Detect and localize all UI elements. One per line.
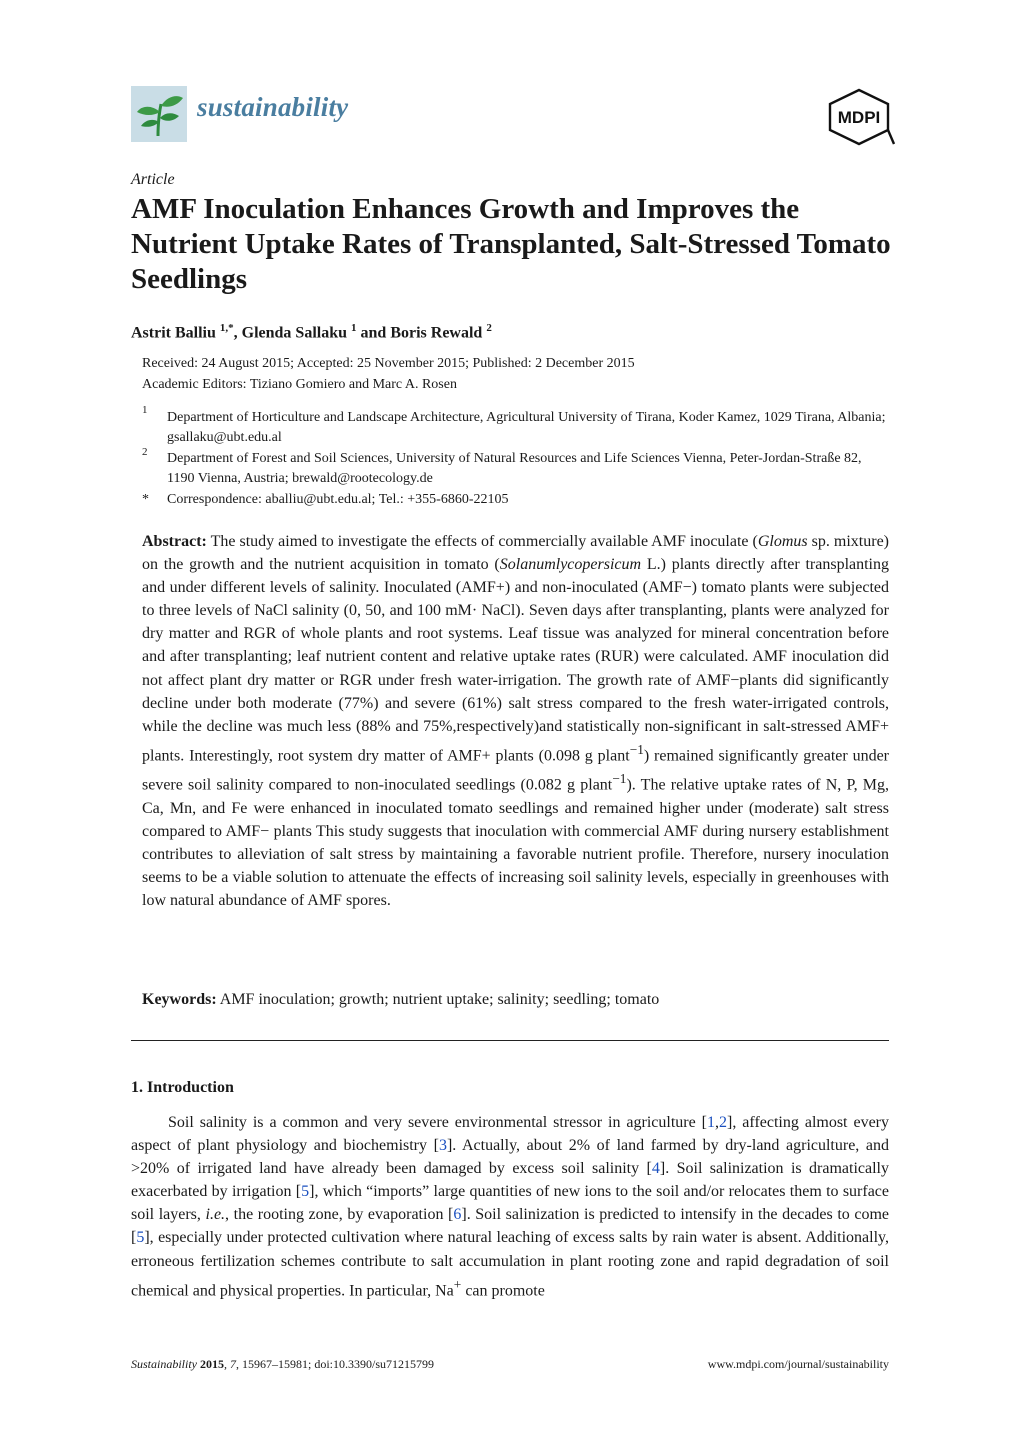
- author-affiliation-mark: 1,*: [219, 322, 234, 334]
- section-divider: [131, 1040, 889, 1041]
- author-name: Boris Rewald: [390, 324, 483, 342]
- mdpi-logo-icon: [822, 88, 896, 146]
- abstract-text: ) remained significantly greater under severe soil salinity compared to non-inoculated seedlings (0.082 g plant: [142, 747, 889, 794]
- body-text: ,: [715, 1114, 720, 1131]
- abstract-text: ). The relative uptake rates of N, P, Mg, Ca, Mn, and Fe were enhanced in inoculated tomato seedlings and remained higher under (moderate) salt stress compared to AMF− plants This study suggests that inoculation with commercial AMF during nursery establishment contributes to alleviation of salt stress by maintaining a favorable nutrient profile. Therefore, nursery inoculation seems to be a viable solution to attenuate the effects of increasing soil salinity levels, especially in greenhouses with low natural abundance of AMF spores.: [142, 776, 890, 910]
- academic-editors: Academic Editors: Tiziano Gomiero and Marc A. Rosen: [142, 377, 457, 392]
- citation-link[interactable]: 3: [438, 1137, 447, 1155]
- journal-name: sustainability: [197, 92, 349, 122]
- footer-pages-doi: , 15967–15981; doi:10.3390/su71215799: [236, 1357, 435, 1371]
- body-text: ], especially under protected cultivation where natural leaching of excess salts by rain water is absent. Additionally, erroneous fertilization schemes contribute to salt accumulation in plant rooting zone and rapid degradation of soil chemical and physical properties. In particular, Na: [131, 1229, 889, 1299]
- affiliation-number: 2: [142, 446, 148, 458]
- citation-link[interactable]: 5: [136, 1229, 145, 1247]
- abstract-label: Abstract:: [142, 533, 207, 550]
- footer-journal: Sustainability: [131, 1357, 197, 1371]
- correspondence: Correspondence: aballiu@ubt.edu.al; Tel.: +355-6860-22105: [167, 492, 509, 507]
- body-text: ]. Soil salinization is predicted to intensify in the decades to come [: [131, 1206, 890, 1247]
- body-text: ]. Actually, about 2% of land farmed by dry-land agriculture, and >20% of irrigated land have already been damaged by excess soil salinity [: [131, 1137, 890, 1178]
- author-separator: ,: [233, 324, 242, 342]
- abstract-text: L.) plants directly after transplanting and under different levels of salinity. Inoculated (AMF+) and non-inoculated (AMF−) tomato plants were subjected to three levels of NaCl salinity (0, 50, and 100 mM· NaCl). Seven days after transplanting, plants were analyzed for dry matter and RGR of whole plants and root systems. Leaf tissue was analyzed for mineral concentration before and after transplanting; leaf nutrient content and relative uptake rates (RUR) were calculated. AMF inoculation did not affect plant dry matter or RGR under fresh water-irrigation. The growth rate of AMF−plants did significantly decline under both moderate (77%) and severe (61%) salt stress compared to the fresh water-irrigated controls, while the decline was much less (88% and 75%,respectively)and statistically non-significant in salt-stressed AMF+ plants. Interestingly, root system dry matter of AMF+ plants (0.098 g plant: [142, 556, 889, 765]
- section-heading: 1. Introduction: [131, 1079, 234, 1096]
- abstract-superscript: −1: [612, 771, 627, 787]
- affiliation-text: Department of Horticulture and Landscape Architecture, Agricultural University of Tirana, Koder Kamez, 1029 Tirana, Albania; gsallaku@ubt.edu.al: [167, 410, 886, 445]
- abstract-superscript: −1: [629, 741, 644, 757]
- author-name: Glenda Sallaku: [241, 324, 348, 342]
- affiliation-number: 1: [142, 404, 148, 416]
- article-type: Article: [131, 171, 175, 188]
- abstract-italic: Solanumlycopersicum: [499, 556, 642, 574]
- author-list: [131, 322, 492, 342]
- body-text: ], which “imports” large quantities of new ions to the soil and/or relocates them to surface soil layers,: [131, 1183, 889, 1224]
- keywords-label: Keywords:: [142, 991, 217, 1008]
- introduction-paragraph: [131, 1111, 889, 1302]
- citation-link[interactable]: 4: [651, 1160, 660, 1178]
- body-text: Soil salinity is a common and very severe environmental stressor in agriculture [: [168, 1114, 708, 1131]
- author-affiliation-mark: 1: [351, 322, 357, 334]
- body-text: ], affecting almost every aspect of plant physiology and biochemistry [: [131, 1114, 889, 1155]
- citation-link[interactable]: 6: [453, 1206, 462, 1224]
- footer-volume: , 7: [224, 1357, 236, 1371]
- citation-link[interactable]: 1: [707, 1114, 716, 1131]
- footer-year: 2015: [197, 1357, 224, 1371]
- citation-link[interactable]: 2: [719, 1114, 728, 1131]
- body-text: , the rooting zone, by evaporation [: [225, 1206, 454, 1224]
- affiliation-text: Department of Forest and Soil Sciences, University of Natural Resources and Life Sciences Vienna, Peter-Jordan-Straße 82, 1190 Vienna, Austria; brewald@rootecology.de: [167, 451, 862, 486]
- body-italic: i.e.: [205, 1206, 226, 1224]
- paper-title: AMF Inoculation Enhances Growth and Improves the Nutrient Uptake Rates of Transplanted, Salt-Stressed Tomato Seedlings: [131, 193, 891, 295]
- footer-citation: [131, 1357, 434, 1372]
- abstract: [142, 530, 889, 912]
- footer-url[interactable]: www.mdpi.com/journal/sustainability: [707, 1357, 889, 1371]
- citation-link[interactable]: 5: [301, 1183, 310, 1201]
- body-superscript: +: [453, 1276, 462, 1292]
- author-affiliation-mark: 2: [486, 322, 492, 334]
- abstract-text: sp. mixture) on the growth and the nutrient acquisition in tomato (: [142, 533, 890, 574]
- abstract-text: The study aimed to investigate the effects of commercially available AMF inoculate (: [206, 533, 758, 550]
- svg-text:MDPI: MDPI: [837, 108, 881, 127]
- abstract-italic: Glomus: [757, 533, 808, 550]
- author-name: Astrit Balliu: [131, 324, 216, 342]
- body-text: ]. Soil salinization is dramatically exacerbated by irrigation [: [131, 1160, 889, 1201]
- body-text: can promote: [461, 1281, 545, 1299]
- keywords: [142, 991, 889, 1009]
- keywords-text: AMF inoculation; growth; nutrient uptake; salinity; seedling; tomato: [216, 991, 660, 1008]
- author-separator: and: [356, 324, 391, 342]
- sustainability-logo-icon: [131, 86, 187, 142]
- affiliation-number: *: [142, 492, 149, 507]
- publication-dates: Received: 24 August 2015; Accepted: 25 November 2015; Published: 2 December 2015: [142, 356, 635, 371]
